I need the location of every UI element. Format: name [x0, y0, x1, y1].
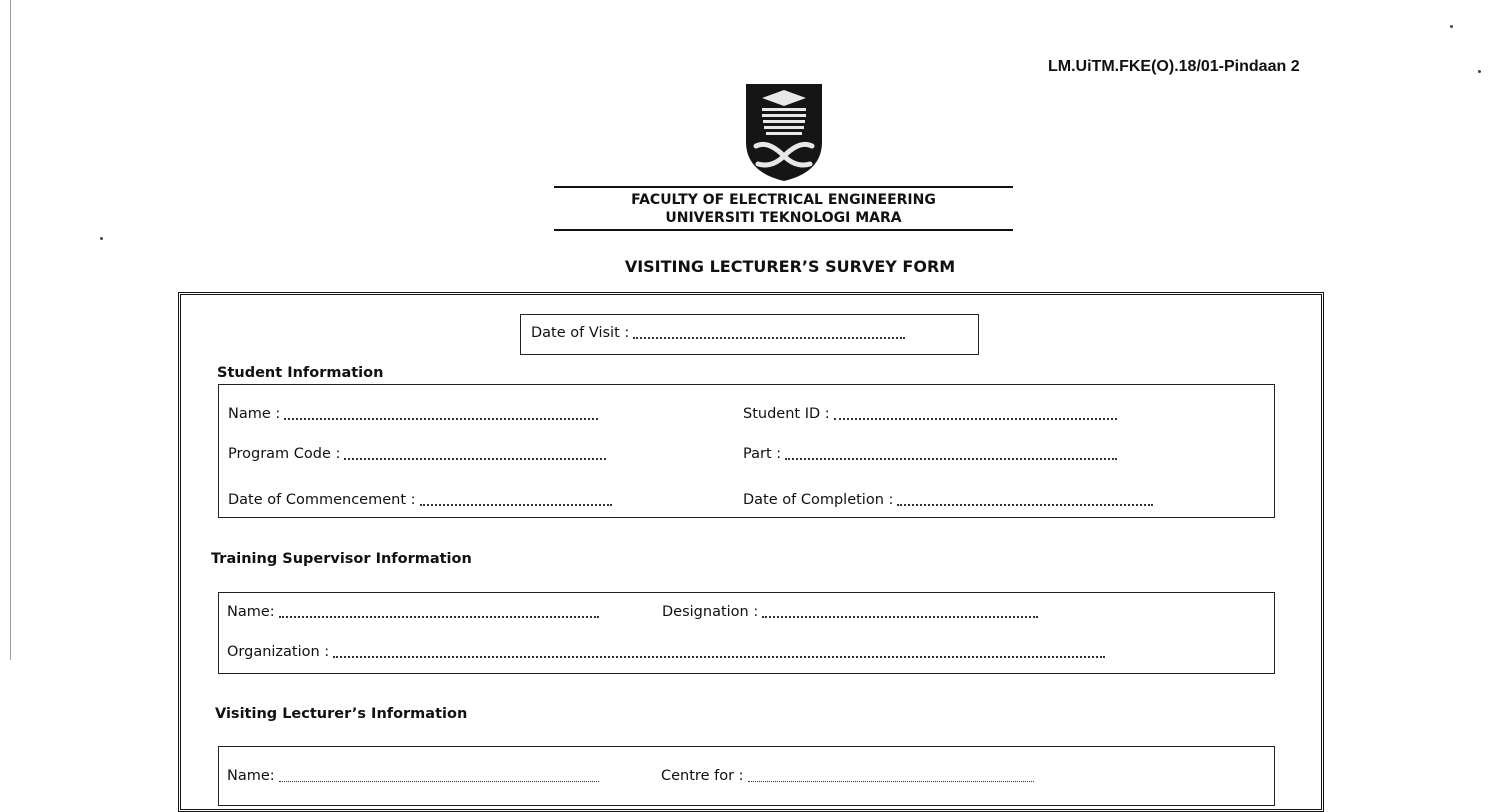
student-name-label: Name :	[228, 406, 281, 422]
scan-speck	[100, 237, 103, 240]
date-of-visit-label: Date of Visit :	[531, 325, 630, 341]
program-code-label: Program Code :	[228, 446, 341, 462]
student-id-line[interactable]	[834, 418, 1117, 420]
document-reference: LM.UiTM.FKE(O).18/01-Pindaan 2	[1048, 58, 1300, 75]
part-label: Part :	[743, 446, 782, 462]
visiting-lecturer-heading: Visiting Lecturer’s Information	[215, 706, 468, 722]
designation-label: Designation :	[662, 604, 759, 620]
student-id-label: Student ID :	[743, 406, 830, 422]
student-name-field[interactable]	[228, 406, 598, 422]
organization-field[interactable]	[227, 644, 1105, 660]
date-of-commencement-label: Date of Commencement :	[228, 492, 416, 508]
training-supervisor-heading: Training Supervisor Information	[211, 551, 472, 567]
university-name: UNIVERSITI TEKNOLOGI MARA	[665, 210, 902, 226]
date-of-visit-line[interactable]	[633, 337, 905, 339]
centre-for-field[interactable]	[661, 768, 1034, 784]
student-name-line[interactable]	[284, 418, 598, 420]
lecturer-name-field[interactable]	[227, 768, 599, 784]
university-crest-logo	[744, 84, 824, 182]
lecturer-name-line[interactable]	[279, 781, 599, 782]
date-of-commencement-line[interactable]	[420, 504, 612, 506]
date-of-visit-field[interactable]	[531, 325, 905, 341]
faculty-header	[554, 191, 1013, 227]
date-of-completion-label: Date of Completion :	[743, 492, 894, 508]
supervisor-name-field[interactable]	[227, 604, 599, 620]
program-code-field[interactable]	[228, 446, 606, 462]
scan-speck	[1450, 25, 1453, 28]
page-left-edge	[10, 0, 11, 660]
faculty-name: FACULTY OF ELECTRICAL ENGINEERING	[631, 192, 936, 208]
form-title: VISITING LECTURER’S SURVEY FORM	[624, 257, 956, 276]
date-of-commencement-field[interactable]	[228, 492, 612, 508]
date-of-completion-field[interactable]	[743, 492, 1153, 508]
header-bottom-rule	[554, 229, 1013, 231]
supervisor-name-label: Name:	[227, 604, 275, 620]
centre-for-line[interactable]	[748, 781, 1034, 782]
designation-field[interactable]	[662, 604, 1038, 620]
part-line[interactable]	[785, 458, 1117, 460]
student-id-field[interactable]	[743, 406, 1117, 422]
scan-speck	[1478, 70, 1481, 73]
lecturer-name-label: Name:	[227, 768, 275, 784]
supervisor-name-line[interactable]	[279, 616, 599, 618]
organization-line[interactable]	[333, 656, 1105, 658]
centre-for-label: Centre for :	[661, 768, 744, 784]
header-top-rule	[554, 186, 1013, 188]
program-code-line[interactable]	[344, 458, 606, 460]
part-field[interactable]	[743, 446, 1117, 462]
designation-line[interactable]	[762, 616, 1038, 618]
date-of-completion-line[interactable]	[897, 504, 1153, 506]
organization-label: Organization :	[227, 644, 330, 660]
student-information-heading: Student Information	[217, 365, 384, 381]
